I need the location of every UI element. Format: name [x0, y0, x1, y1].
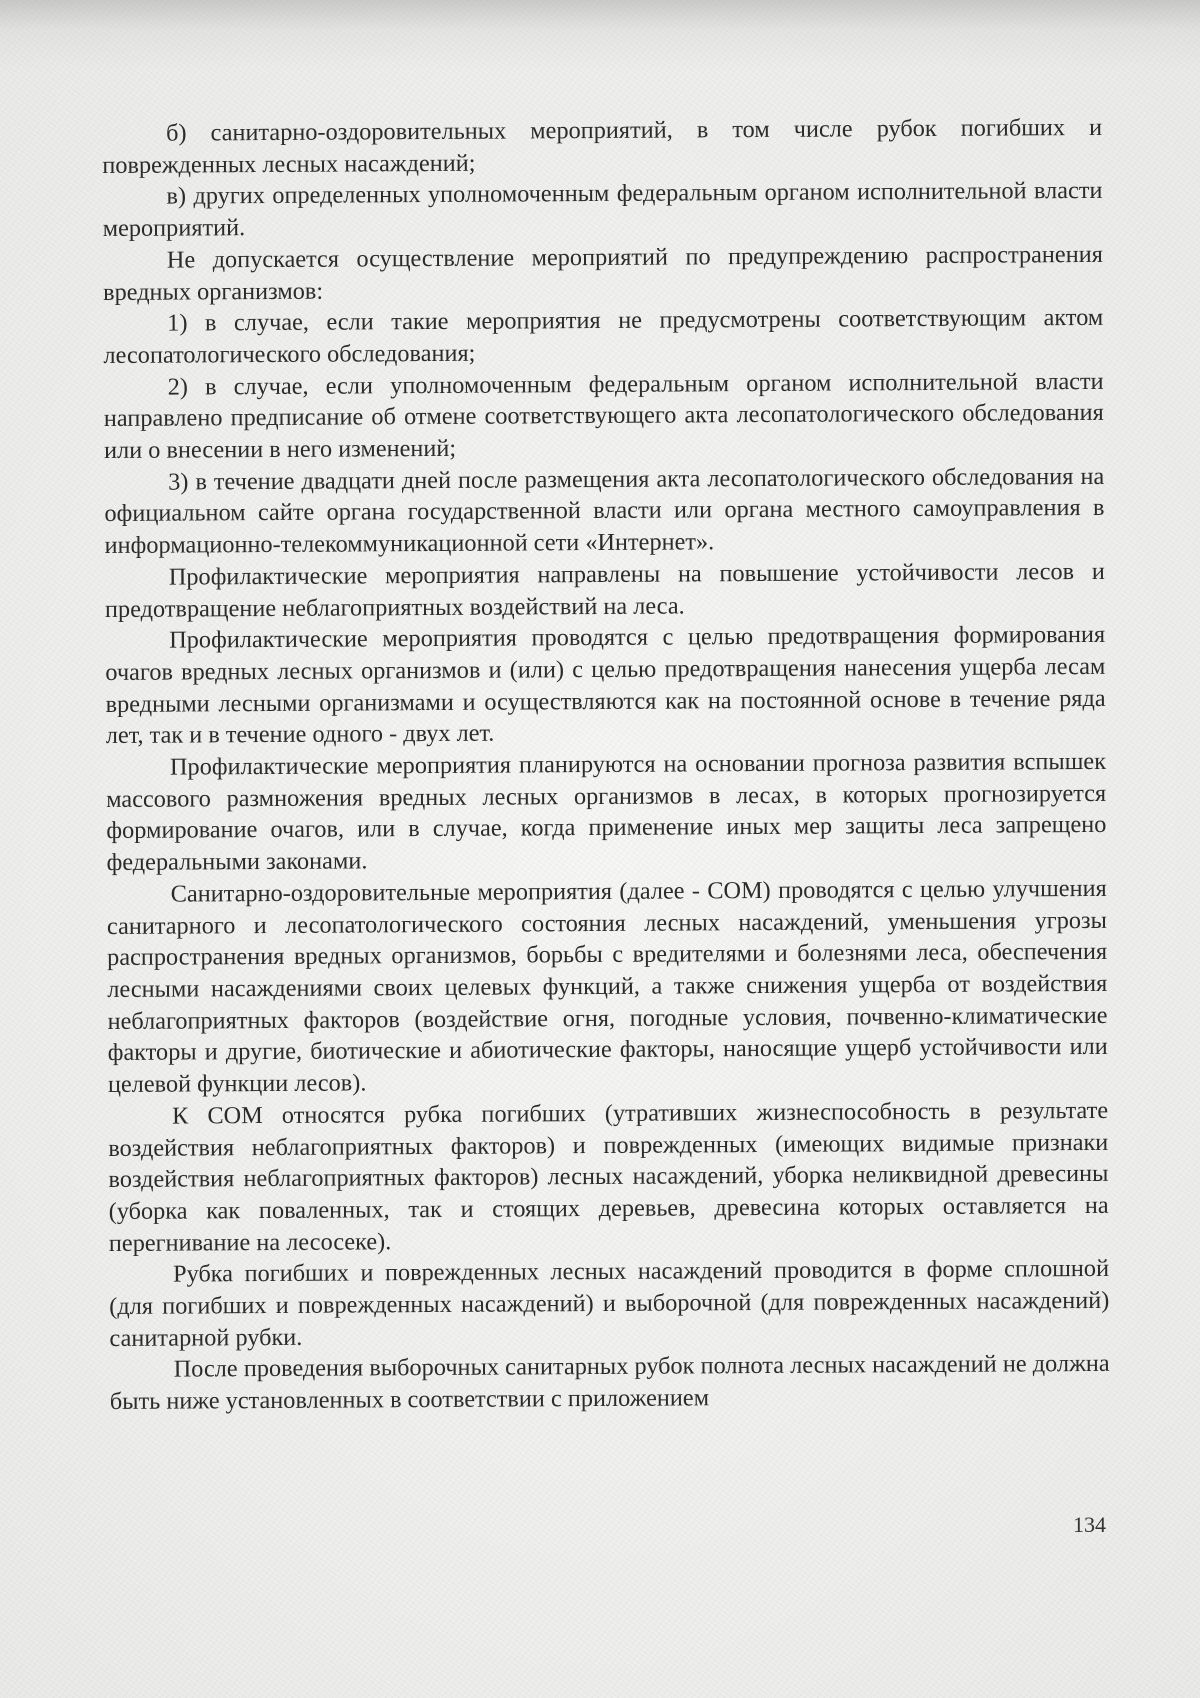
paragraph-case-2: 2) в случае, если уполномоченным федеральным органом исполнительной власти направлено предписание об отмене соответствующего акта лесопатологического обследования или о внесении в него изменений;: [103, 367, 1104, 465]
page-number: 134: [1073, 1512, 1106, 1537]
paragraph-v-other-measures: в) других определенных уполномоченным федеральным органом исполнительной власти мероприятий.: [102, 177, 1103, 243]
document-body: [102, 112, 1110, 1418]
paragraph-preventive-purpose: Профилактические мероприятия проводятся с целью предотвращения формирования очагов вредных лесных организмов и (или) с целью предотвращения нанесения ущерба лесам вредными лесными организмами и осуществляются как на постоянной основе в течение ряда лет, так и в течение одного - двух лет.: [105, 621, 1106, 750]
paragraph-preventive-aim: Профилактические мероприятия направлены на повышение устойчивости лесов и предотвращение неблагоприятных воздействий на леса.: [104, 557, 1105, 623]
paragraph-not-allowed: Не допускается осуществление мероприятий по предупреждению распространения вредных организмов:: [102, 240, 1103, 306]
scan-shadow-edge: [0, 0, 1200, 70]
paragraph-felling-forms: Рубка погибших и поврежденных лесных насаждений проводится в форме сплошной (для погибших и поврежденных насаждений) и выборочной (для поврежденных насаждений) санитарной рубки.: [109, 1255, 1110, 1352]
paragraph-case-1: 1) в случае, если такие мероприятия не предусмотрены соответствующим актом лесопатологического обследования;: [103, 304, 1104, 369]
paragraph-after-felling: После проведения выборочных санитарных рубок полнота лесных насаждений не должна быть ниже установленных в соответствии с приложением: [109, 1350, 1110, 1416]
paragraph-case-3: 3) в течение двадцати дней после размещения акта лесопатологического обследования на официальном сайте органа государственной власти или органа местного самоуправления в информационно-телекоммуникационной сети «Интернет».: [104, 462, 1105, 560]
paragraph-som-includes: К СОМ относятся рубка погибших (утративших жизнеспособность в результате воздействия неблагоприятных факторов) и поврежденных (имеющих видимые признаки воздействия неблагоприятных факторов) лесных насаждений, уборка неликвидной древесины (уборка как поваленных, так и стоящих деревьев, древесина которых оставляется на перегнивание на лесосеке).: [108, 1096, 1109, 1257]
paragraph-preventive-planning: Профилактические мероприятия планируются на основании прогноза развития вспышек массового размножения вредных лесных организмов в лесах, в которых прогнозируется формирование очагов, или в случае, когда применение иных мер защиты леса запрещено федеральными законами.: [106, 747, 1107, 877]
paragraph-b-sanitary: б) санитарно-оздоровительных мероприятий, в том числе рубок погибших и поврежденных лесных насаждений;: [102, 113, 1103, 179]
paragraph-som-definition: Санитарно-оздоровительные мероприятия (далее - СОМ) проводятся с целью улучшения санитарного и лесопатологического состояния лесных насаждений, уменьшения угрозы распространения вредных организмов, борьбы с вредителями и болезнями леса, обеспечения лесными насаждениями своих целевых функций, а также снижения ущерба от воздействия неблагоприятных факторов (воздействие огня, погодные условия, почвенно-климатические факторы и другие, биотические и абиотические факторы, наносящие ущерб устойчивости или целевой функции лесов).: [106, 874, 1108, 1099]
